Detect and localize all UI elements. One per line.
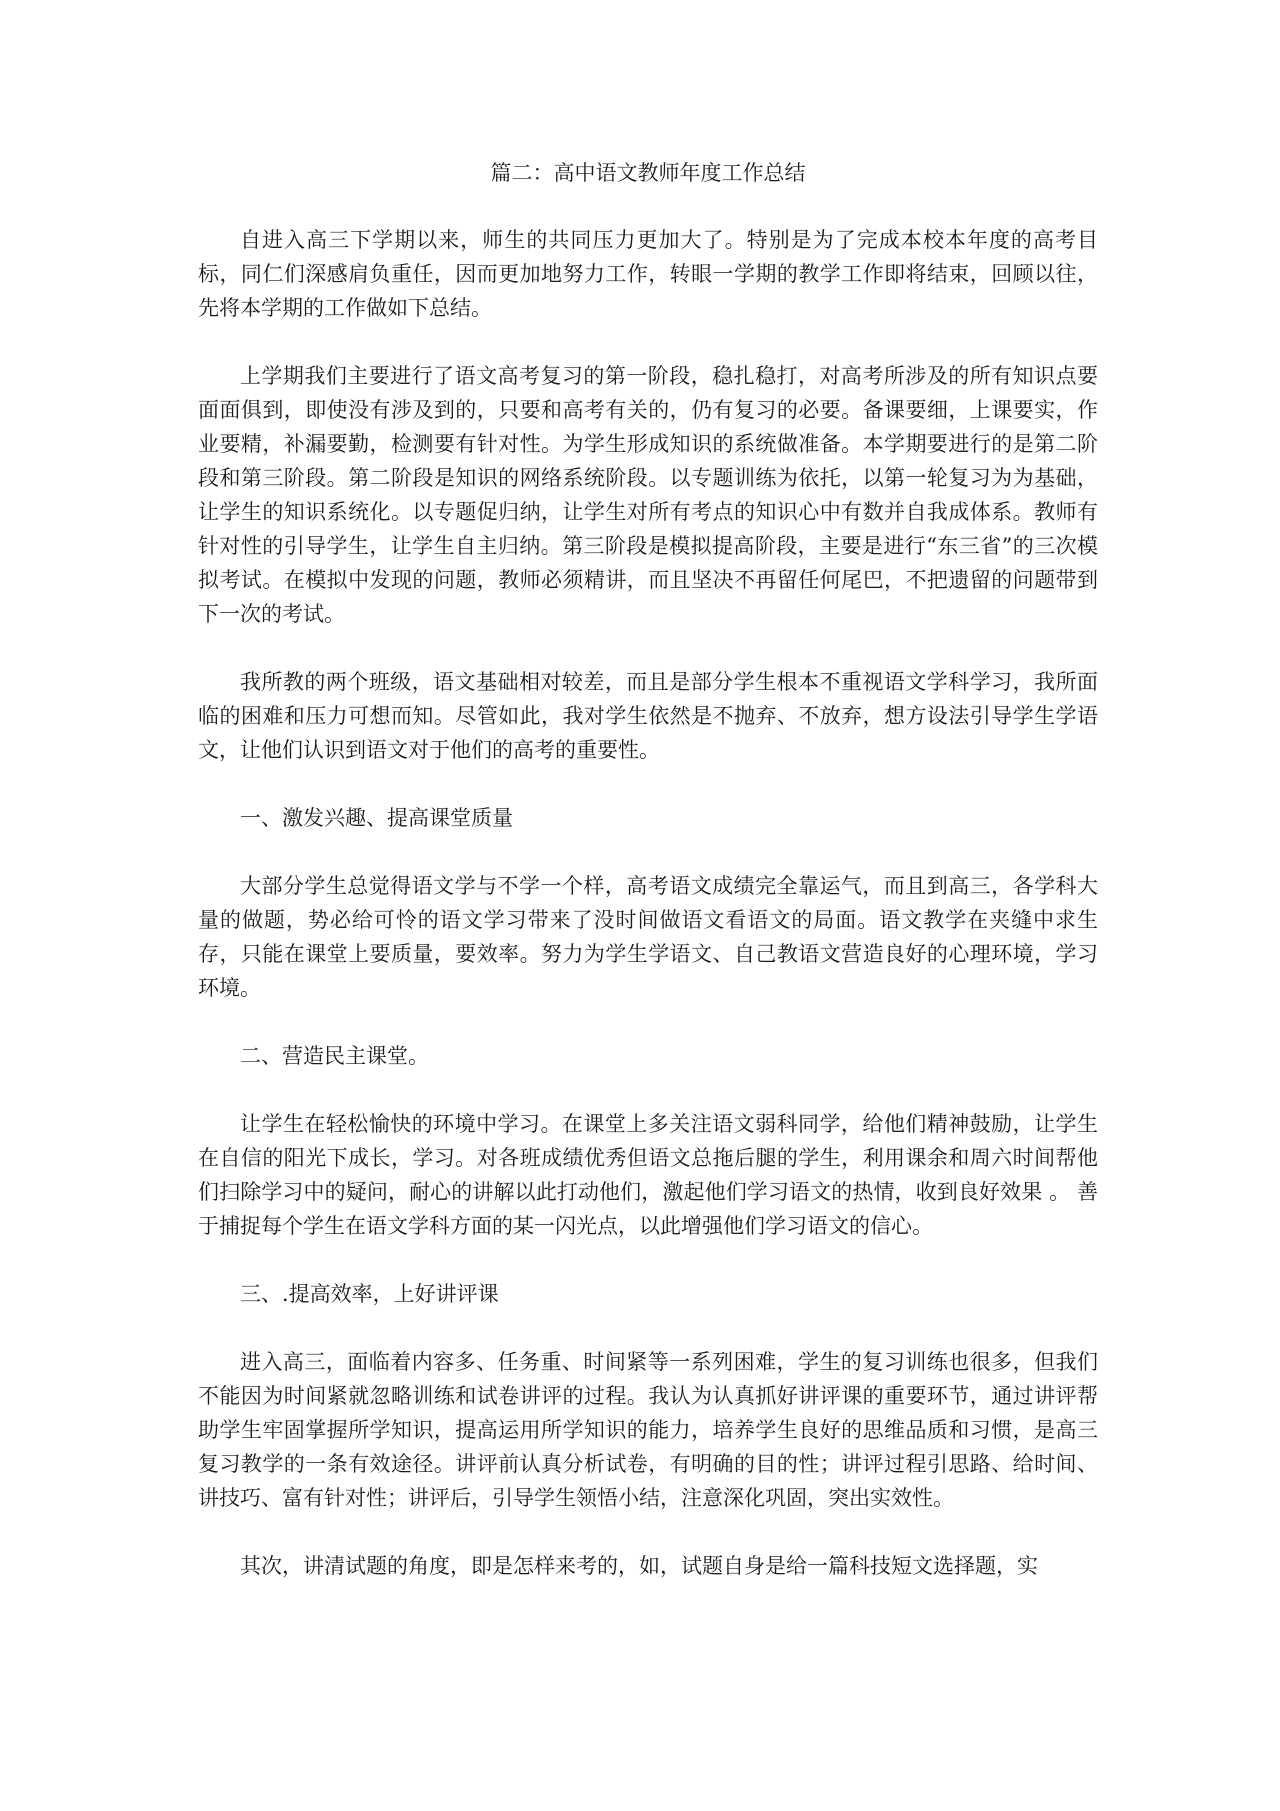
paragraph-class-situation: 我所教的两个班级，语文基础相对较差，而且是部分学生根本不重视语文学科学习，我所面临的困难和压力可想而知。尽管如此，我对学生依然是不抛弃、不放弃，想方设法引导学生学语文，让他们认识到语文对于他们的高考的重要性。: [198, 670, 1098, 762]
paragraph-interest: 大部分学生总觉得语文学与不学一个样，高考语文成绩完全靠运气，而且到高三，各学科大量的做题，势必给可怜的语文学习带来了没时间做语文看语文的局面。语文教学在夹缝中求生存，只能在课堂上要质量，要效率。努力为学生学语文、自己教语文营造良好的心理环境，学习环境。: [198, 874, 1098, 1000]
section-heading-1: 一、激发兴趣、提高课堂质量: [240, 806, 513, 830]
document-title: 篇二：高中语文教师年度工作总结: [490, 161, 806, 185]
paragraph-democratic-class: 让学生在轻松愉快的环境中学习。在课堂上多关注语文弱科同学，给他们精神鼓励，让学生在自信的阳光下成长，学习。对各班成绩优秀但语文总拖后腿的学生，利用课余和周六时间帮他们扫除学习中的疑问，耐心的讲解以此打动他们，激起他们学习语文的热情，收到良好效果 。 善于捕捉每个学生在语文学科方面的某一闪光点，以此增强他们学习语文的信心。: [198, 1112, 1098, 1238]
paragraph-review-class: 进入高三，面临着内容多、任务重、时间紧等一系列困难，学生的复习训练也很多，但我们不能因为时间紧就忽略训练和试卷讲评的过程。我认为认真抓好讲评课的重要环节，通过讲评帮助学生牢固掌握所学知识，提高运用所学知识的能力，培养学生良好的思维品质和习惯，是高三复习教学的一条有效途径。讲评前认真分析试卷，有明确的目的性；讲评过程引思路、给时间、讲技巧、富有针对性；讲评后，引导学生领悟小结，注意深化巩固，突出实效性。: [198, 1350, 1098, 1510]
document-body: [198, 156, 1098, 1583]
paragraph-first-phase: 上学期我们主要进行了语文高考复习的第一阶段，稳扎稳打，对高考所涉及的所有知识点要面面俱到，即使没有涉及到的，只要和高考有关的，仍有复习的必要。备课要细，上课要实，作业要精，补漏要勤，检测要有针对性。为学生形成知识的系统做准备。本学期要进行的是第二阶段和第三阶段。第二阶段是知识的网络系统阶段。以专题训练为依托，以第一轮复习为为基础，让学生的知识系统化。以专题促归纳，让学生对所有考点的知识心中有数并自我成体系。教师有针对性的引导学生，让学生自主归纳。第三阶段是模拟提高阶段，主要是进行“东三省”的三次模拟考试。在模拟中发现的问题，教师必须精讲，而且坚决不再留任何尾巴，不把遗留的问题带到下一次的考试。: [198, 364, 1098, 626]
paragraph-question-angle: 其次，讲清试题的角度，即是怎样来考的，如，试题自身是给一篇科技短文选择题，实: [240, 1554, 1038, 1578]
section-heading-2: 二、营造民主课堂。: [240, 1044, 429, 1068]
section-heading-3: 三、.提高效率，上好讲评课: [240, 1282, 499, 1306]
intro-paragraph: 自进入高三下学期以来，师生的共同压力更加大了。特别是为了完成本校本年度的高考目标，同仁们深感肩负重任，因而更加地努力工作，转眼一学期的教学工作即将结束，回顾以往，先将本学期的工作做如下总结。: [198, 228, 1098, 320]
